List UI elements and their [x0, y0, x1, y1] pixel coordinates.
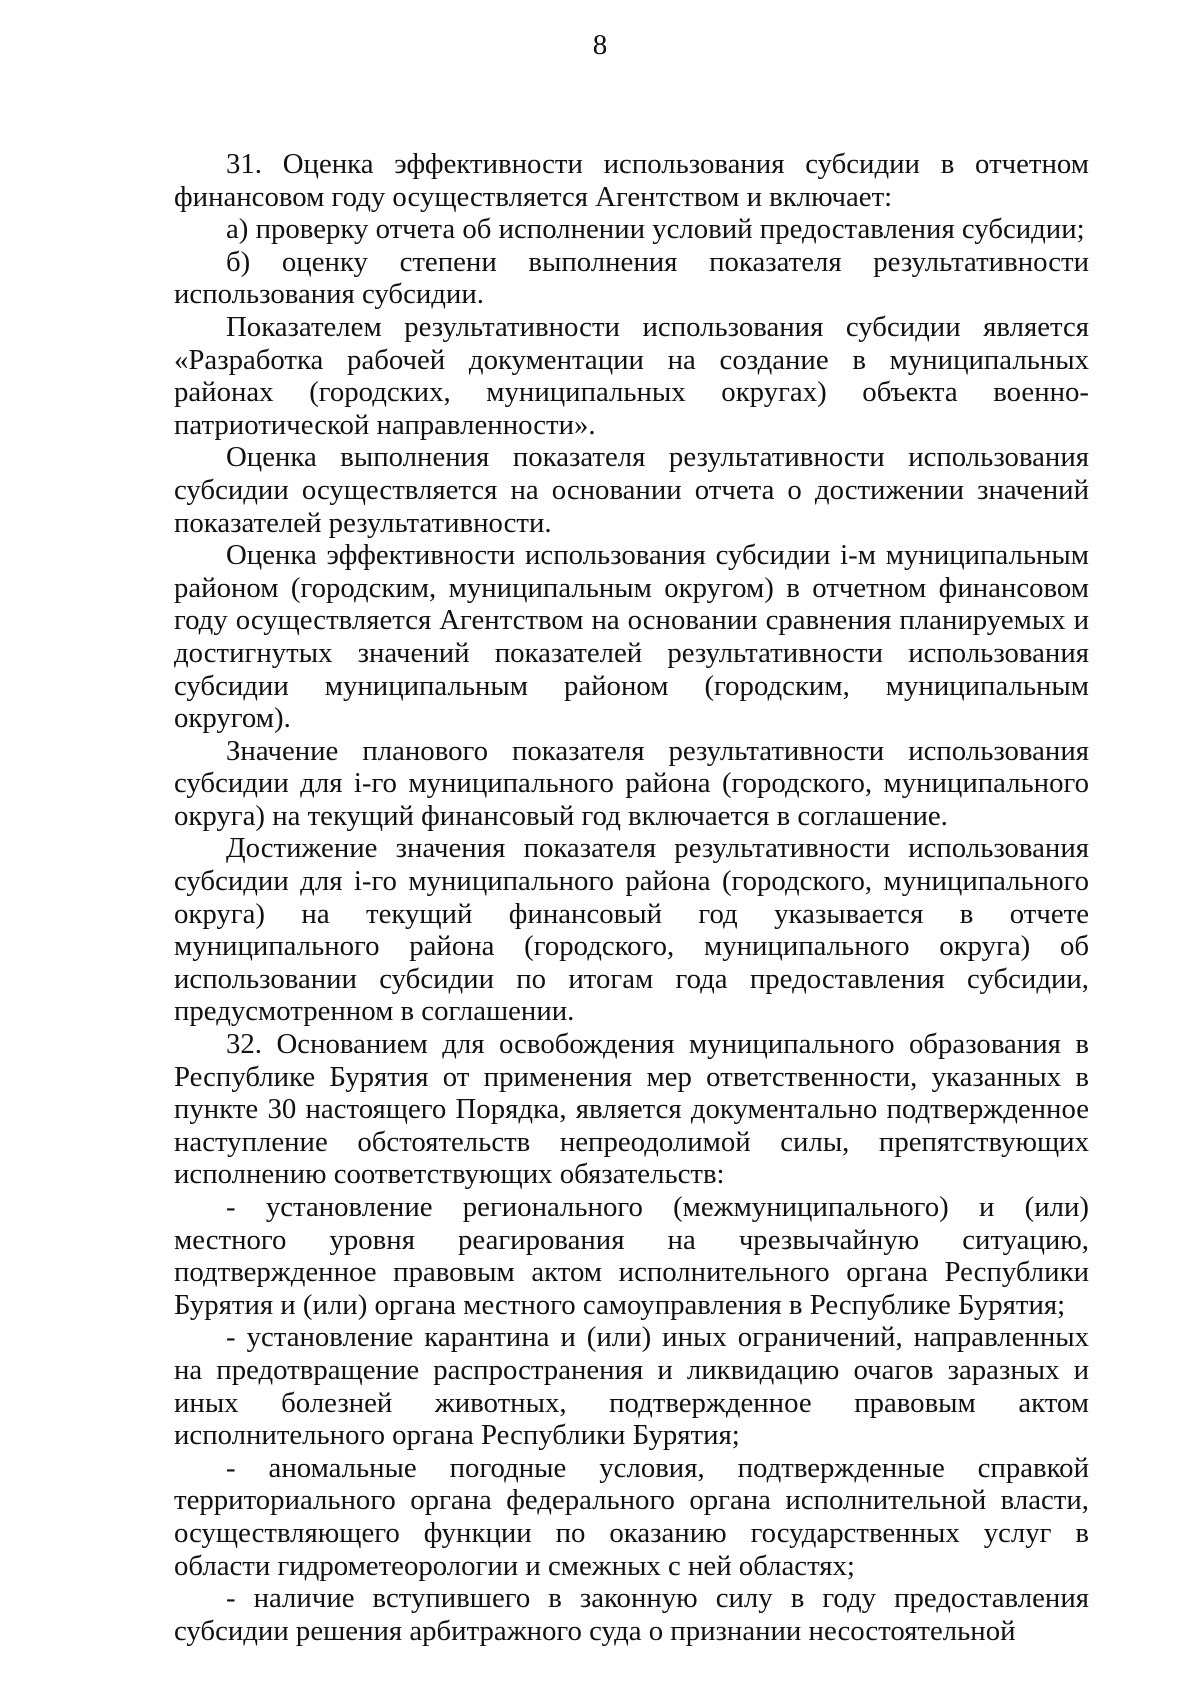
- paragraph-efficiency-evaluation: Оценка эффективности использования субсидии i-м муниципальным районом (городским, муниципальным округом) в отчетном финансовом году осуществляется Агентством на основании сравнения планируемых и достигнутых значений показателей результативности использования субсидии муниципальным районом (городским, муниципальным округом).: [174, 539, 1089, 735]
- paragraph-planned-value: Значение планового показателя результативности использования субсидии для i-го муниципального района (городского, муниципального округа) на текущий финансовый год включается в соглашение.: [174, 734, 1089, 832]
- list-item-weather: - аномальные погодные условия, подтвержденные справкой территориального органа федерального органа исполнительной власти, осуществляющего функции по оказанию государственных услуг в области гидрометеорологии и смежных с ней областях;: [174, 1451, 1089, 1582]
- list-item-emergency: - установление регионального (межмуниципального) и (или) местного уровня реагирования на чрезвычайную ситуацию, подтвержденное правовым актом исполнительного органа Республики Бурятия и (или) органа местного самоуправления в Республике Бурятия;: [174, 1191, 1089, 1321]
- document-body: [174, 148, 1089, 1647]
- paragraph-31-intro: 31. Оценка эффективности использования субсидии в отчетном финансовом году осуществляется Агентством и включает:: [174, 148, 1089, 213]
- paragraph-achieved-value: Достижение значения показателя результативности использования субсидии для i-го муниципального района (городского, муниципального округа) на текущий финансовый год указывается в отчете муниципального района (городского, муниципального округа) об использовании субсидии по итогам года предоставления субсидии, предусмотренном в соглашении.: [174, 832, 1089, 1028]
- list-item-quarantine: - установление карантина и (или) иных ограничений, направленных на предотвращение распространения и ликвидацию очагов заразных и иных болезней животных, подтвержденное правовым актом исполнительного органа Республики Бурятия;: [174, 1321, 1089, 1452]
- page-number: 8: [592, 29, 608, 61]
- paragraph-item-a: а) проверку отчета об исполнении условий предоставления субсидии;: [226, 213, 1085, 246]
- paragraph-item-b: б) оценку степени выполнения показателя результативности использования субсидии.: [174, 245, 1089, 311]
- list-item-court-decision: - наличие вступившего в законную силу в году предоставления субсидии решения арбитражного суда о признании несостоятельной: [174, 1582, 1089, 1647]
- paragraph-indicator-evaluation: Оценка выполнения показателя результативности использования субсидии осуществляется на основании отчета о достижении значений показателей результативности.: [174, 441, 1089, 539]
- paragraph-32-intro: 32. Основанием для освобождения муниципального образования в Республике Бурятия от применения мер ответственности, указанных в пункте 30 настоящего Порядка, является документально подтвержденное наступление обстоятельств непреодолимой силы, препятствующих исполнению соответствующих обязательств:: [174, 1028, 1089, 1191]
- paragraph-indicator-definition: Показателем результативности использования субсидии является «Разработка рабочей документации на создание в муниципальных районах (городских, муниципальных округах) объекта военно-патриотической направленности».: [174, 310, 1089, 441]
